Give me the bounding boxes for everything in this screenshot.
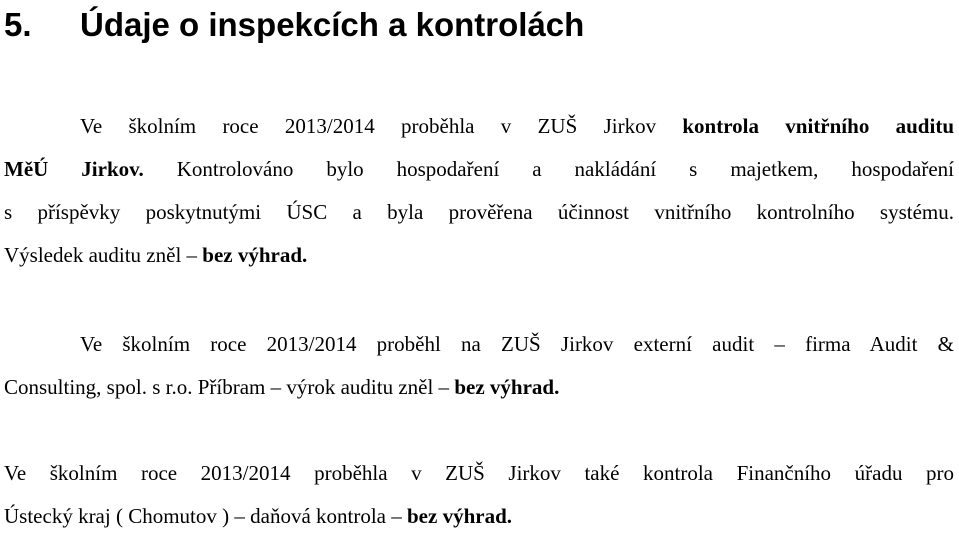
section-title: Údaje o inspekcích a kontrolách	[80, 6, 585, 43]
text-run-bold: bez výhrad.	[202, 243, 308, 267]
text-run: Ve školním roce 2013/2014 proběhla v ZUŠ Jirkov	[80, 114, 683, 138]
paragraph-line	[4, 105, 954, 148]
text-run: Výsledek auditu zněl –	[4, 243, 203, 267]
text-run-bold: MěÚ Jirkov.	[4, 157, 144, 181]
paragraph-line: Ve školním roce 2013/2014 proběhl na ZUŠ Jirkov externí audit – firma Audit &	[80, 332, 954, 356]
section-number: 5.	[4, 6, 32, 43]
paragraph-line	[4, 148, 954, 191]
text-run-bold: bez výhrad.	[454, 375, 560, 399]
paragraph-tax-inspection	[4, 452, 954, 538]
paragraph-line	[4, 234, 954, 277]
text-run: Consulting, spol. s r.o. Příbram – výrok auditu zněl –	[4, 375, 455, 399]
paragraph-line	[4, 366, 954, 409]
section-heading	[4, 2, 584, 48]
text-run-bold: kontrola vnitřního auditu	[682, 114, 954, 138]
paragraph-internal-audit	[4, 105, 954, 277]
text-run: Kontrolováno bylo hospodaření a nakládání s majetkem, hospodaření	[143, 157, 954, 181]
paragraph-line: Ve školním roce 2013/2014 proběhla v ZUŠ Jirkov také kontrola Finančního úřadu pro	[4, 461, 954, 485]
paragraph-line: s příspěvky poskytnutými ÚSC a byla prověřena účinnost vnitřního kontrolního systému.	[4, 200, 954, 224]
text-run: Ústecký kraj ( Chomutov ) – daňová kontrola –	[4, 504, 407, 528]
paragraph-external-audit	[4, 323, 954, 409]
text-run-bold: bez výhrad.	[407, 504, 512, 528]
